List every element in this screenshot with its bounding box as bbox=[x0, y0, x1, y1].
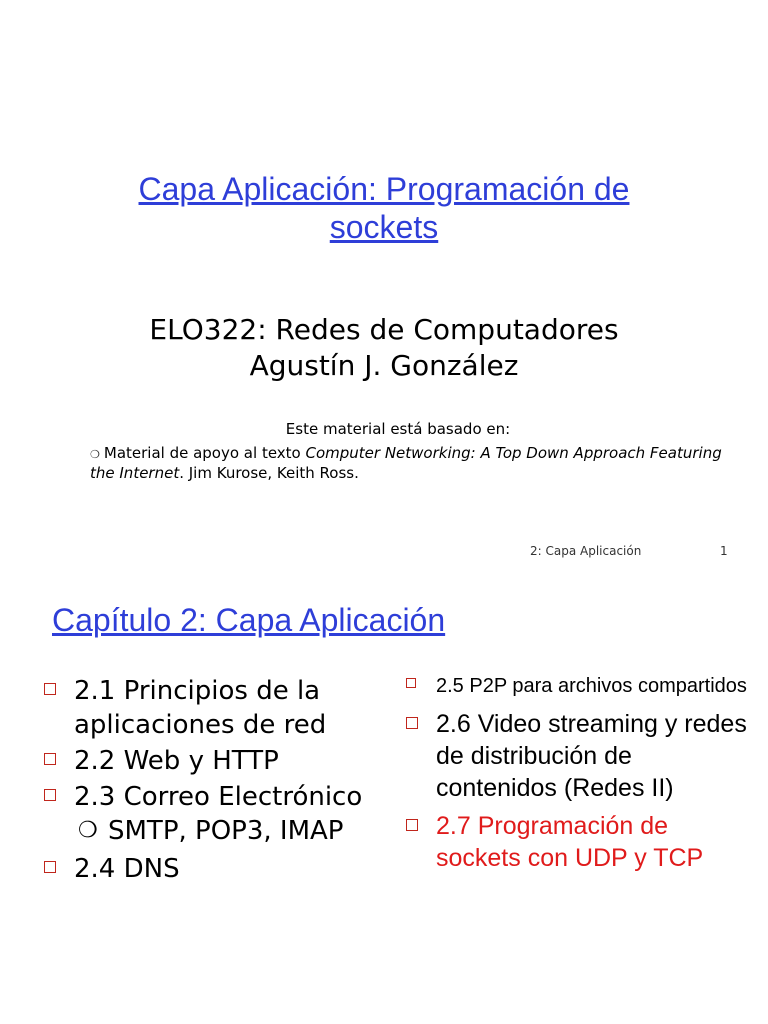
list-item bbox=[44, 852, 384, 886]
list-item-label: 2.1 Principios de la aplicaciones de red bbox=[74, 676, 327, 740]
based-on-heading: Este material está basado en: bbox=[285, 420, 511, 438]
sub-list-item bbox=[44, 814, 384, 848]
slide-1-subtitle bbox=[0, 312, 768, 384]
slide-1-title-line-2: sockets bbox=[329, 209, 439, 245]
left-column bbox=[44, 674, 384, 888]
square-bullet-icon bbox=[44, 789, 56, 801]
slide-1-title bbox=[0, 170, 768, 246]
square-bullet-icon bbox=[406, 717, 418, 729]
right-column bbox=[406, 674, 756, 880]
list-item bbox=[44, 744, 384, 778]
list-item-label: 2.5 P2P para archivos compartidos bbox=[436, 675, 747, 697]
square-bullet-icon bbox=[44, 753, 56, 765]
slide-page-number: 1 bbox=[720, 544, 728, 558]
list-item bbox=[406, 708, 756, 804]
slide-1-title-line-1: Capa Aplicación: Programación de bbox=[138, 171, 630, 207]
slide-footer-label: 2: Capa Aplicación bbox=[530, 544, 642, 558]
author-name: Agustín J. González bbox=[249, 349, 519, 382]
slide-2-title: Capítulo 2: Capa Aplicación bbox=[52, 602, 446, 638]
sub-list-item-label: SMTP, POP3, IMAP bbox=[108, 816, 344, 846]
book-title: Computer Networking: A Top Down Approach Featuring the Internet bbox=[90, 444, 722, 482]
list-item-label: 2.6 Video streaming y redes de distribución de contenidos (Redes II) bbox=[436, 710, 747, 802]
square-bullet-icon bbox=[44, 683, 56, 695]
circle-bullet-icon: ❍ bbox=[90, 448, 100, 461]
material-prefix: Material de apoyo al texto bbox=[103, 444, 306, 462]
square-bullet-icon bbox=[44, 861, 56, 873]
material-suffix: . Jim Kurose, Keith Ross. bbox=[179, 464, 359, 482]
source-material bbox=[90, 444, 730, 482]
list-item-label: 2.4 DNS bbox=[74, 854, 180, 884]
list-item bbox=[44, 674, 384, 742]
square-bullet-icon bbox=[406, 819, 418, 831]
list-item bbox=[44, 780, 384, 814]
list-item bbox=[406, 674, 756, 698]
list-item-highlighted bbox=[406, 810, 756, 874]
square-bullet-icon bbox=[406, 678, 416, 688]
list-item-label: 2.2 Web y HTTP bbox=[74, 746, 279, 776]
circle-bullet-icon: ❍ bbox=[78, 818, 98, 843]
slide-2 bbox=[0, 578, 768, 1024]
list-item-label: 2.3 Correo Electrónico bbox=[74, 782, 363, 812]
course-name: ELO322: Redes de Computadores bbox=[149, 313, 619, 346]
list-item-label: 2.7 Programación de sockets con UDP y TCP bbox=[436, 812, 704, 872]
